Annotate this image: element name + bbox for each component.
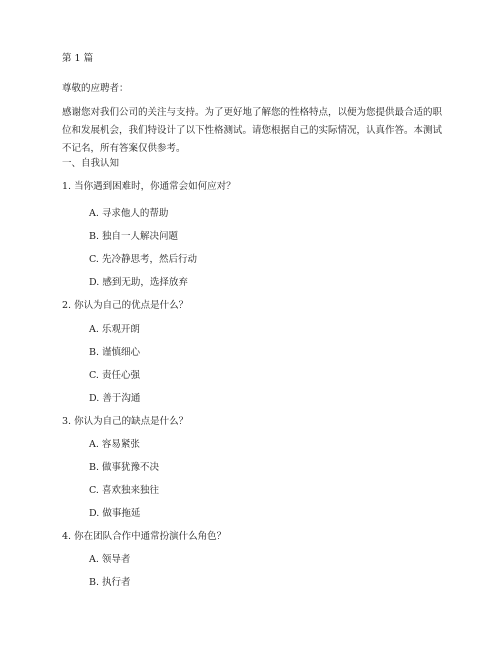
option-1c: C. 先冷静思考，然后行动	[89, 254, 197, 265]
option-2d: D. 善于沟通	[89, 393, 141, 404]
option-4b: B. 执行者	[89, 577, 131, 588]
intro-paragraph: 感谢您对我们公司的关注与支持。为了更好地了解您的性格特点，以便为您提供最合适的职位和发展机会，我们特设计了以下性格测试。请您根据自己的实际情况，认真作答。本测试不记名，所有答案仅供参考。	[62, 107, 443, 154]
option-3c: C. 喜欢独来独往	[89, 485, 159, 496]
question-3: 3. 你认为自己的缺点是什么？	[62, 416, 189, 427]
option-1d: D. 感到无助，选择放弃	[89, 277, 188, 288]
option-2b: B. 谨慎细心	[89, 347, 141, 358]
option-1a: A. 寻求他人的帮助	[89, 208, 169, 219]
question-1: 1. 当你遇到困难时，你通常会如何应对？	[62, 181, 236, 192]
question-2: 2. 你认为自己的优点是什么？	[62, 300, 189, 311]
option-3d: D. 做事拖延	[89, 508, 141, 519]
option-2c: C. 责任心强	[89, 370, 140, 381]
option-3a: A. 容易紧张	[89, 439, 140, 450]
option-4a: A. 领导者	[89, 554, 131, 565]
option-2a: A. 乐观开朗	[89, 324, 140, 335]
option-3b: B. 做事犹豫不决	[89, 462, 160, 473]
option-1b: B. 独自一人解决问题	[89, 231, 179, 242]
greeting: 尊敬的应聘者：	[62, 83, 129, 94]
heading: 第 1 篇	[62, 53, 94, 64]
section-title: 一、自我认知	[62, 158, 120, 169]
question-4: 4. 你在团队合作中通常扮演什么角色？	[62, 531, 227, 542]
